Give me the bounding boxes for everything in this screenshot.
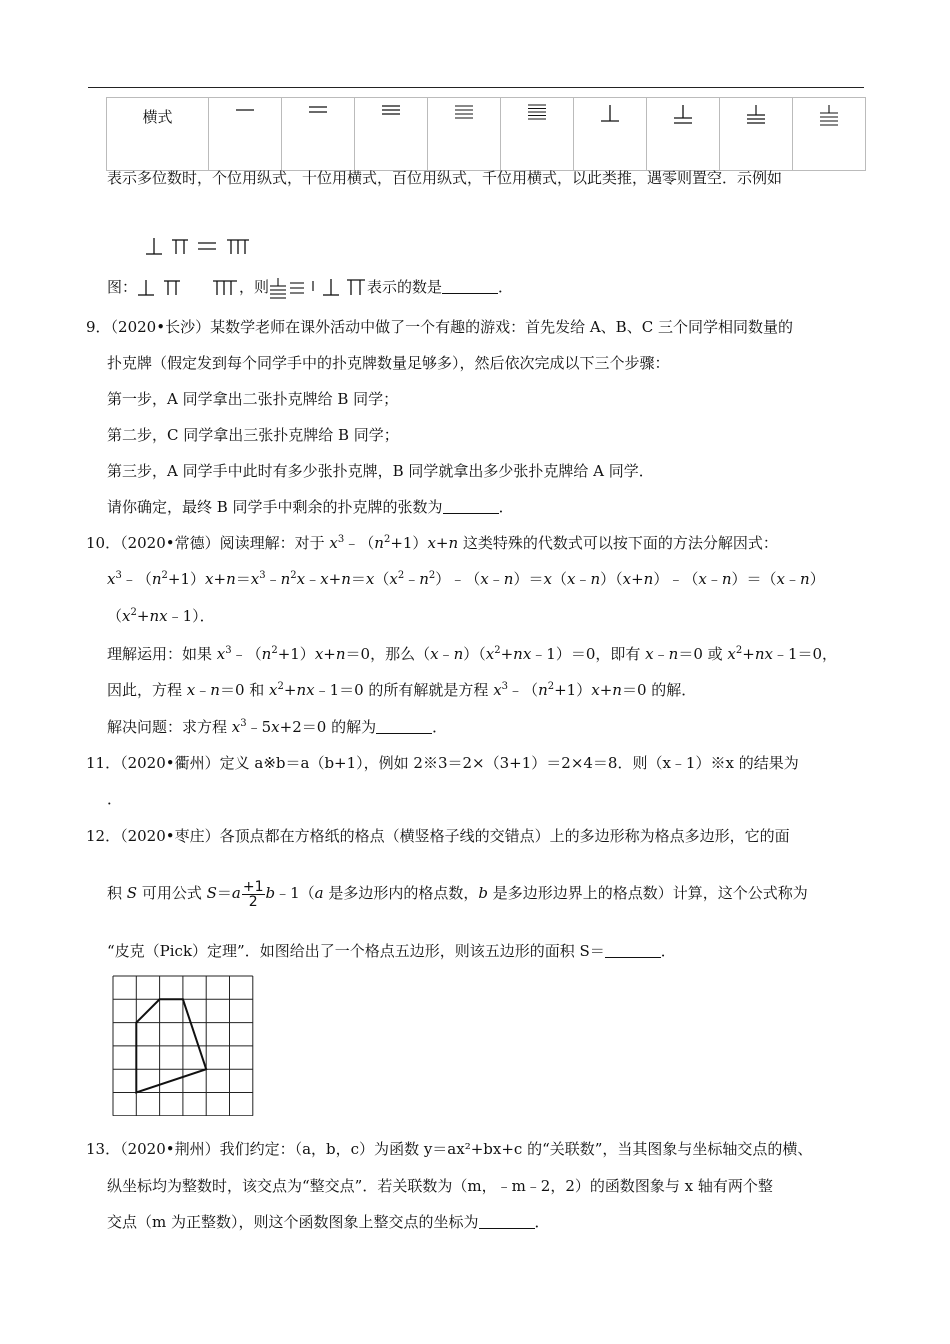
- q11-number: 11．: [86, 754, 121, 772]
- q13-text1: （2020•荆州）我们约定：（a，b，c）为函数 y＝ax²+bx+c 的“关联数”，当其图象与坐标轴交点的横、: [120, 1140, 813, 1158]
- q8-end: ．: [498, 278, 514, 296]
- q9-ask: 请你确定，最终 B 同学手中剩余的扑克牌的张数为: [107, 498, 443, 516]
- example-rod-lower-right: [211, 278, 239, 298]
- answer-blank[interactable]: [479, 1214, 535, 1229]
- fraction-denominator: 2: [248, 893, 258, 910]
- q9-line1: [86, 316, 793, 338]
- q9-step1: 第一步，A 同学拿出二张扑克牌给 B 同学；: [107, 390, 399, 408]
- rod-numeral-table: [106, 97, 866, 171]
- q10-end: ．: [432, 718, 448, 736]
- answer-blank[interactable]: [605, 943, 661, 958]
- example-rod-upper: [145, 236, 255, 258]
- q8-fig-prefix: 图：: [107, 278, 138, 296]
- answer-blank[interactable]: [443, 499, 499, 514]
- table-header-cell: 横式: [107, 98, 209, 171]
- header-rule: [88, 87, 864, 88]
- lattice-grid-figure: [112, 975, 254, 1116]
- q13-line1: [86, 1138, 812, 1160]
- q10-line1: 10．（2020•常德）阅读理解：对于 $x^3﹣(n^2+1)x+n$ 这类特殊的代数式可以按下面的方法分解因式：: [86, 534, 778, 552]
- question-rod-number: [269, 277, 367, 299]
- rod-glyph-2: [282, 98, 355, 171]
- q9-text: （2020•长沙）某数学老师在课外活动中做了一个有趣的游戏：首先发给 A、B、C 三个同学相同数量的: [110, 318, 793, 336]
- example-rod-lower-left: [137, 278, 189, 298]
- rod-glyph-9: [793, 98, 866, 171]
- rod-glyph-5: [501, 98, 574, 171]
- q10-line2: $x^3﹣(n^2+1)x+n=x^3﹣n^2x﹣x+n=x(x^2﹣n^2)﹣(x﹣n)=x(x﹣n)(x+n)﹣(x﹣n)=(x﹣n)$: [107, 570, 825, 588]
- q8-text-line: 表示多位数时，个位用纵式，十位用横式，百位用纵式，千位用横式，以此类推，遇零则置空．示例如: [107, 169, 783, 187]
- q9-end: ．: [498, 498, 514, 516]
- q12-fraction: [242, 880, 265, 909]
- q13-text3: 交点（m 为正整数），则这个函数图象上整交点的坐标为: [107, 1213, 479, 1231]
- rod-glyph-3: [355, 98, 428, 171]
- rod-glyph-7: [647, 98, 720, 171]
- answer-blank[interactable]: [442, 279, 498, 294]
- q8-fig-mid: ，则: [239, 278, 270, 296]
- q12-end: ．: [660, 942, 676, 960]
- q9-step2: 第二步，C 同学拿出三张扑克牌给 B 同学；: [107, 426, 399, 444]
- q9-number: 9．: [86, 318, 111, 336]
- q8-figure-line: [107, 276, 513, 299]
- q10-line6: 解决问题：求方程 $x^3﹣5x+2=0$ 的解为 ．: [107, 718, 448, 736]
- rod-glyph-6: [574, 98, 647, 171]
- q13-line3: [107, 1211, 550, 1233]
- fraction-numerator: +1: [242, 878, 264, 895]
- q9-ask-line: [107, 496, 514, 518]
- q10-line4: 理解运用：如果 $x^3﹣(n^2+1)x+n=0$，那么$(x﹣n)(x^2+nx﹣1)=0$，即有 x﹣n＝0 或 $x^2+nx﹣1=0$，: [107, 645, 838, 663]
- q12-line3: [107, 940, 676, 962]
- q13-end: ．: [534, 1213, 550, 1231]
- q10-line3: $(x^2+nx﹣1)$．: [107, 607, 215, 625]
- rod-glyph-1: [209, 98, 282, 171]
- q11-text: （2020•衢州）定义 a※b＝a（b+1），例如 2※3＝2×（3+1）＝2×4＝8．则（x﹣1）※x 的结果为: [120, 754, 799, 772]
- q9-step3: 第三步，A 同学手中此时有多少张扑克牌，B 同学就拿出多少张扑克牌给 A 同学．: [107, 462, 654, 480]
- rod-glyph-8: [720, 98, 793, 171]
- q9-line2: 扑克牌（假定发到每个同学手中的扑克牌数量足够多），然后依次完成以下三个步骤：: [107, 354, 670, 372]
- q12-line1: [86, 825, 790, 847]
- q13-number: 13．: [86, 1140, 121, 1158]
- q11-tail: ．: [107, 790, 123, 808]
- q13-line2: 纵坐标均为整数时，该交点为“整交点”．若关联数为（m，﹣m﹣2，2）的函数图象与 x 轴有两个整: [107, 1177, 773, 1195]
- q12-number: 12．: [86, 827, 121, 845]
- q12-text3: “皮克（Pick）定理”．如图给出了一个格点五边形，则该五边形的面积 S＝: [107, 942, 605, 960]
- answer-blank[interactable]: [376, 719, 432, 734]
- rod-glyph-4: [428, 98, 501, 171]
- q10-line5: 因此，方程 x﹣n＝0 和 $x^2+nx﹣1=0$ 的所有解就是方程 $x^3﹣(n^2+1)x+n=0$ 的解．: [107, 681, 697, 699]
- q12-text: （2020•枣庄）各顶点都在方格纸的格点（横竖格子线的交错点）上的多边形称为格点多边形，它的面: [120, 827, 790, 845]
- q12-line2: 积 S 可用公式 S＝a $\frac{+1}{2}$ b﹣1（a 是多边形内的格点数，b 是多边形边界上的格点数）计算，这个公式称为: [107, 878, 808, 910]
- q10-source: （2020•常德）: [120, 534, 220, 552]
- q8-fig-suffix: 表示的数是: [367, 278, 443, 296]
- q11-line1: [86, 752, 799, 774]
- q10-number: 10．: [86, 534, 121, 552]
